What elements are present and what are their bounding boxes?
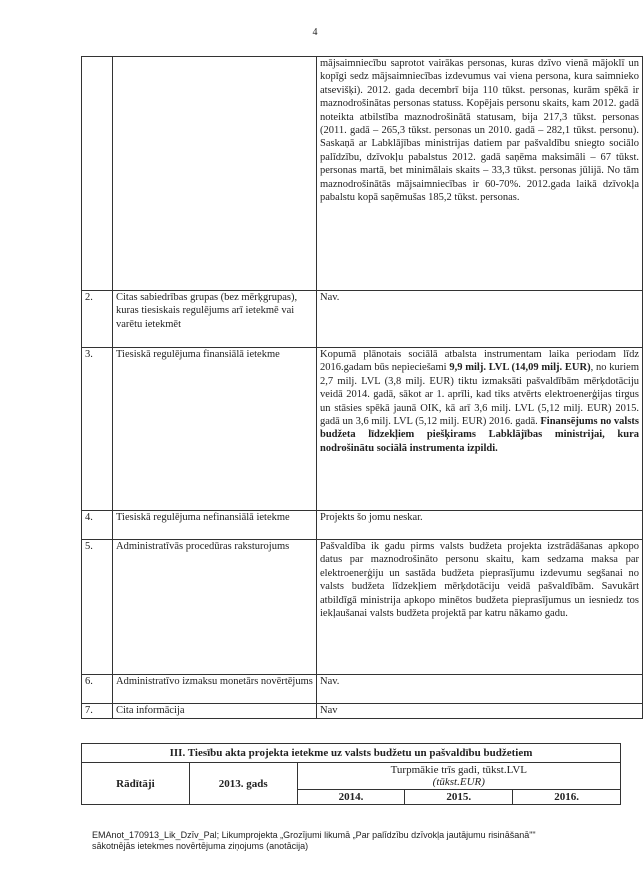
row-value: Pašvaldība ik gadu pirms valsts budžeta projekta izstrādāšanas apkopo datus par maznodrošināto personu skaitu, kam sedzama maksa par elektroenerģiju un sastāda budžeta pieprasījumu izdevumu segšanai no valsts budžeta līdzekļiem mērķdotāciju veidā pašvaldībām. Savukārt atbildīgā ministrija apkopo minētos budžeta pieprasījumus un iesniedz tos iekļaušanai valsts budžeta projektā par katru nākamo gadu.: [317, 540, 643, 675]
table-row: [82, 291, 643, 348]
footer-line-2: sākotnējās ietekmes novērtējuma ziņojums (anotācija): [92, 841, 309, 851]
row-label: Tiesiskā regulējuma finansiālā ietekme: [113, 348, 317, 511]
next-years-label: Turpmākie trīs gadi, tūkst.LVL: [390, 764, 527, 776]
financial-total: 9,9 milj. LVL (14,09 milj. EUR): [449, 362, 591, 374]
row-value: Nav.: [317, 291, 643, 348]
page-number: 4: [312, 27, 318, 38]
financial-source: Finansējums no valsts budžeta līdzekļiem piešķirams Labklājības ministrijai, kura nodrošinātu sociālā instrumenta izpildi.: [320, 416, 640, 454]
next-years-header: [297, 763, 620, 790]
year-header: 2013. gads: [189, 763, 297, 805]
footer-line-1: EMAnot_170913_Lik_Dzīv_Pal; Likumprojekta „Grozījumi likumā „Par palīdzību dzīvokļa jautājumu risināšanā"": [92, 830, 536, 840]
table-row: [82, 540, 643, 675]
row-number: 5.: [82, 540, 113, 675]
row-label: Administratīvo izmaksu monetārs novērtējums: [113, 675, 317, 704]
section-title: III. Tiesību akta projekta ietekme uz valsts budžetu un pašvaldību budžetiem: [82, 744, 621, 763]
continuation-text: mājsaimniecību saprotot vairākas personas, kuras dzīvo vienā mājoklī un kopīgi sedz mājsaimniecības izdevumus vai viena persona, kura saimnieko atsevišķi). 2012. gada decembrī bija 110 tūkst. personas, kurām spēkā ir maznodrošinātas personas statuss. Kopējais personu skaits, kam 2012. gadā noteikta atbilstība maznodrošinātā statusam, bija 217,3 tūkst. personas (2011. gadā – 265,3 tūkst. personas un 2010. gadā – 282,1 tūkst. personu). Saskaņā ar Labklājības ministrijas datiem par pašvaldību sniegto sociālo palīdzību, dzīvokļu pabalstus 2012. gadā saņēma maksimāli – 67 tūkst. personas martā, bet minimālais skaits – 33,3 tūkst. personas jūlijā. No tām maznodrošinātās mājsaimniecības ir 60-70%. 2012.gada laikā dzīvokļa pabalstu kopā saņēmušas 185,2 tūkst. personas.: [317, 57, 643, 291]
row-number: 4.: [82, 511, 113, 540]
table-row: [82, 57, 643, 291]
next-years-eur-label: (tūkst.EUR): [432, 776, 485, 788]
table-row: [82, 348, 643, 511]
indicators-header: Rādītāji: [82, 763, 190, 805]
row-label: Administratīvās procedūras raksturojums: [113, 540, 317, 675]
row-label: Tiesiskā regulējuma nefinansiālā ietekme: [113, 511, 317, 540]
row-number: 7.: [82, 704, 113, 719]
budget-impact-table: [81, 743, 621, 805]
table-row: [82, 511, 643, 540]
impact-table: [81, 56, 643, 719]
row-number: 3.: [82, 348, 113, 511]
footer: [92, 830, 612, 852]
year-2016: 2016.: [513, 790, 621, 805]
row-value: [317, 348, 643, 511]
financial-text-2: , no kuriem 2,7 milj. LVL (3,8 milj. EUR) tiktu izmaksāti pašvaldībām mērķdotāciju veidā 2014. gadā, sākot ar 1. aprīli, kad tiks atvērts elektroenerģijas tirgus un stāsies spēkā jaunā OIK, kā arī 3,6 milj. LVL (5,12 milj. EUR) 2015. gadā un 3,6 milj. LVL (5,12 milj. EUR) 2016. gadā.: [320, 362, 639, 428]
row-value: Nav.: [317, 675, 643, 704]
financial-text-1: Kopumā plānotais sociālā atbalsta instrumentam laika periodam līdz 2016.gadam būs nepieciešami: [320, 349, 639, 374]
table-row: [82, 704, 643, 719]
row-value: Nav: [317, 704, 643, 719]
row-number: 2.: [82, 291, 113, 348]
row-number: 6.: [82, 675, 113, 704]
row-value: Projekts šo jomu neskar.: [317, 511, 643, 540]
row-label: Cita informācija: [113, 704, 317, 719]
row-label: Citas sabiedrības grupas (bez mērķgrupas), kuras tiesiskais regulējums arī ietekmē vai varētu ietekmēt: [113, 291, 317, 348]
year-2015: 2015.: [405, 790, 513, 805]
table-row: [82, 675, 643, 704]
year-2014: 2014.: [297, 790, 405, 805]
